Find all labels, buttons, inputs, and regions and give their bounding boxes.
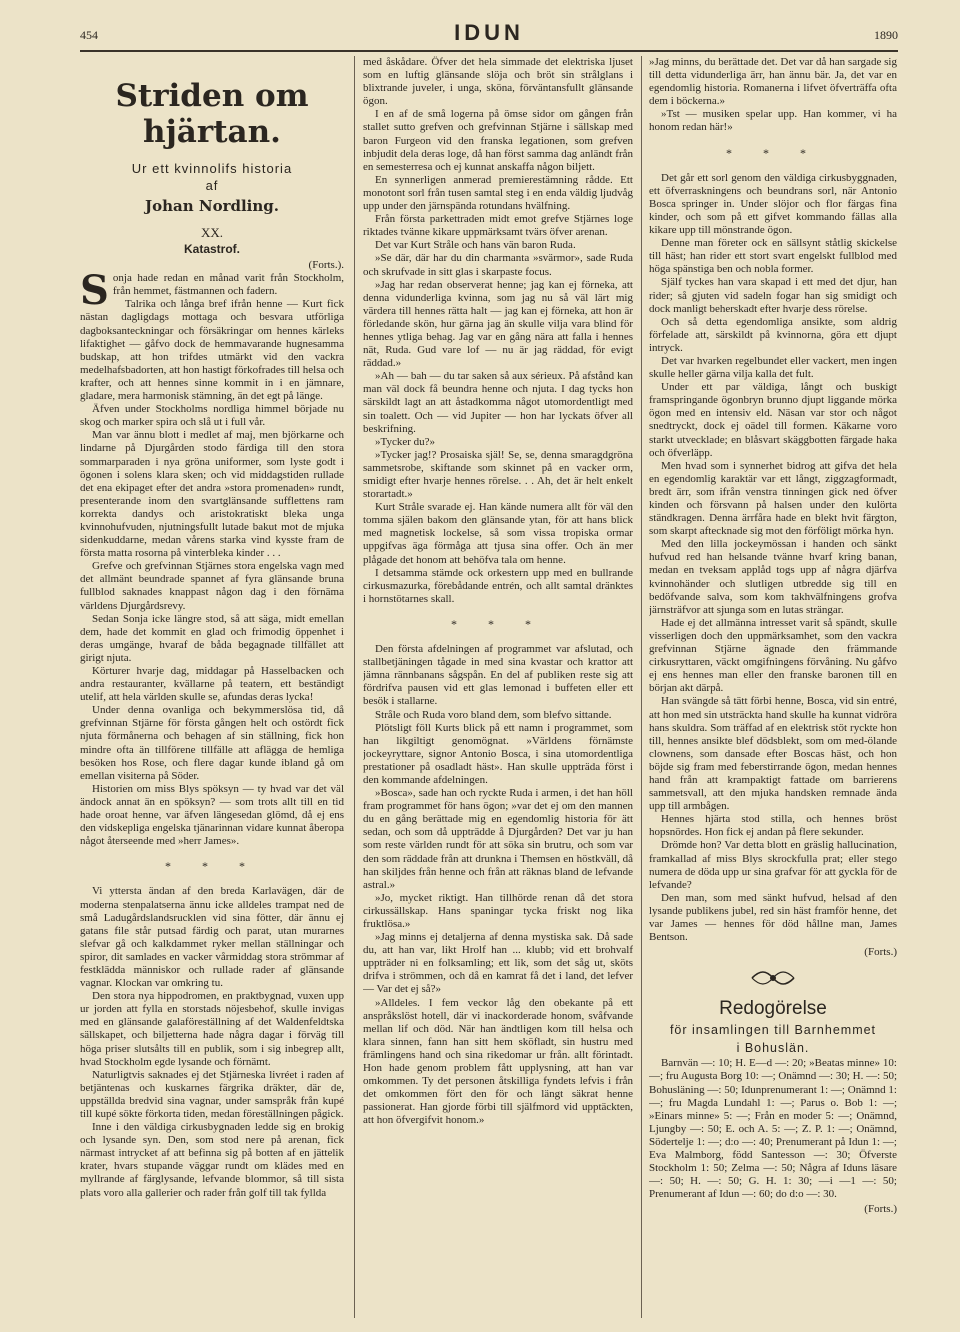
chapter-number: XX. <box>200 225 224 241</box>
paragraph: Inne i den väldiga cirkusbygnaden ledde sig en brokig och lysande syn. Den, som stod nere på arenan, fick närmast intrycket af att befinna sig på botten af en jättelik krater, hvars stupande väggar rundt om klädes med en myllrande af färglysande, lefvande blommor, så till sista plats voro alla gallerier och rader från golf till tak fyllda <box>80 1121 344 1199</box>
paragraph: »Ah — bah — du tar saken så aux sérieux. På afstånd kan man väl dock få beundra henne och njuta. I dag tycks hon särskildt lagt an att åstadkomma något utomordentligt med sin toalett. Och — vid Jupiter — hon har lyckats öfver all beskrifning. <box>363 370 633 435</box>
story-title: Striden om hjärtan. <box>115 78 309 150</box>
paragraph: Historien om miss Blys spöksyn — ty hvad var det väl ändock annat än en spöksyn? — som trots allt till en tid hade oroat henne, var äfven längesedan glömd, då ej ens den vidskepliga engelska tjänarinnan vidare kunnat åberopa något återseende med »herr James». <box>80 782 344 848</box>
paragraph: Hennes hjärta stod stilla, och hennes bröst hopsnördes. Hon fick ej andan på flere sekunder. <box>649 813 897 839</box>
paragraph: Äfven under Stockholms nordliga himmel började nu skog och marker spira och slå ut i full vår. <box>80 403 344 429</box>
chapter-title: Katastrof. <box>183 242 240 257</box>
paragraph: Med den lilla jockeymössan i handen och sänkt hufvud red han helsande tvänne hvarf kring banan, medan en tveksam applåd togs upp af några djärfva kvinnohänder och slutligen utbredde sig till en bedöfvande salva, som kom takhvälfningens grofva järnsträfvor att sjunga som en lutas strängar. <box>649 538 897 616</box>
year: 1890 <box>874 28 898 42</box>
paragraph: »Jag minns, du berättade det. Det var då han sargade sig till detta vidunderliga ärr, han ännu bär. Ja, det var en egendomlig historia. Romanerna i lifvet öfverträffa ofta dem i böckerna.» <box>649 56 897 108</box>
paragraph: Det går ett sorl genom den väldiga cirkusbyggnaden, ett öfverraskningens och beundrans sorl, när Antonio Bosca springer in. Under slöjor och flor färgas fina kinder, och som på ett gifvet kommando fällas alla kikare upp till mönstrande ögon. <box>649 171 897 237</box>
continued-note: (Forts.). <box>308 259 344 272</box>
paragraph: Hade ej det allmänna intresset varit så spändt, skulle visserligen doch den uppmärksamhet, som den vackra grefvinnan Stjärne ägnade den främmande cirkusryttaren, väckt omgifningens förvåning. Nu gåfvo ej ens hennes man eller den franske baronen till en början akt därpå. <box>649 616 897 695</box>
paragraph: Det var hvarken regelbundet eller vackert, men ingen skulle heller gärna vilja kalla det fult. <box>649 354 897 381</box>
paragraph: »Jag minns ej detaljerna af denna mystiska sak. Då sade du, att han var, likt Hrolf han ... klubb; vid ett brohvalf uppträder ni en folksamling; ett lik, som det såg ut, sköts drifva i strömmen, och då en kamrat få det i land, det lefver — Var det ej så?» <box>363 931 633 996</box>
paragraph: Talrika och långa bref ifrån henne — Kurt fick nästan dagligdags mottaga och besvara utförliga dagboksanteckningar och försäkringar om hennes kärleks lifaktighet — gåfvo dock de hemmavarande hugnesamma budskap, att hon trifdes utmärkt vid den vackra medelhafsbadorten, att hon hastigt förkofrades till helsa och krafter, och att hennes sinne kommit in i en jämnare, gladare, mera harmonisk stämning, än det egt på länge. <box>80 298 344 403</box>
report-title: Redogörelse <box>719 998 827 1020</box>
paragraph: Det var Kurt Stråle och hans vän baron Ruda. <box>375 239 576 252</box>
story-author: Johan Nordling. <box>145 197 279 215</box>
paragraph: med åskådare. Öfver det hela simmade det elektriska ljuset som en luftig glänsande slöja och bröt sin strålglans i blixtrande juveler, i unga, sköna, förväntansfullt glänsande ögon. <box>363 56 633 108</box>
paragraph: Plötsligt föll Kurts blick på ett namn i programmet, som han likgiltigt genomögnat. »Världens förnämste jockeyryttare, signor Antonio Bosca, i sina utomordentliga prestationer på osadladt häst». Han skulle uppträda först i den kommande afdelningen. <box>363 721 633 786</box>
section-separator: * * * <box>726 145 820 160</box>
paragraph: Stråle och Ruda voro bland dem, som blefvo sittande. <box>375 708 612 721</box>
ornament-icon <box>649 969 897 991</box>
paragraph: Denne man företer ock en sällsynt ståtlig skickelse till häst; han rider ett stort svart engelskt fullblod med höga spänstiga ben och nobla former. <box>649 237 897 276</box>
paragraph <box>80 267 344 315</box>
column-1 <box>80 56 344 1318</box>
column-2 <box>363 56 633 1318</box>
paragraph: Under ett par väldiga, långt och buskigt framspringande ögonbryn brunno djupt liggande mörka ögon med en intensiv eld. Näsan var stor och något snedtryckt, dock ej oädel till formen. Käkarne voro starkt utvecklade; en blåsvart skäggbotten färgade haka och öfverläpp. <box>649 381 897 459</box>
paragraph: Sedan Sonja icke längre stod, så att säga, midt emellan dem, hade det kommit en glad och frimodig öppenhet i deras umgänge, hvaraf de båda begagnade tillfället att girigt njuta. <box>80 612 344 664</box>
paragraph: Den stora nya hippodromen, en praktbygnad, vuxen upp ur jorden att fylla en storstads nöjesbehof, skulle invigas med en glänsande galaföreställning af det Waldenfeldtska sällskapet, och biljetterna hade några dagar i förväg till höga priser slutsålts till en publik, som i sig inbegrep allt, hvad Stockholm egde lysande och förnämt. <box>80 990 344 1068</box>
report-body: Barnvän —: 10; H. E—d —: 20; »Beatas minne» 10: —; fru Augusta Borg 10: —; Onämnd —: 30; H. —: 50; Bohusläning —: 50; Idunprenumerant 1: —; Onämnd 1: —; fru Magda Lundahl 1: —; Parus o. Bob 1: —; »Einars minne» 5: —; Från en moder 5: —; Onämnd, Ljungby —: 50; E. och A. 5: —; Z. P. 1: —; Onämnd, Södertelje 1: —; d:o —: 40; Prenumerant på Idun 1: —; Eva Malmborg, född Santesson —: 30; Öfverste Stockholm 1: 50; Zelma —: 50; Några af Iduns läsare —: 50; H. —: 50; G. H. 1: 30; —i —1 —: 50; Prenumerant af Idun —: 60; do d:o —: 30. <box>649 1057 897 1201</box>
paragraph: Vi yttersta ändan af den breda Karlavägen, där de moderna stenpalatserna ännu icke alldeles trampat ned de små Ladugårdslandsrucklen vid sina fötter, där ännu ej gatans file står putsad färdig och parat, utan murarnes slefvar gå och kalkdammet ryker mellan ställningar och spiror, dit samlades en vacker vårmiddag stora strömmar af festklädda människor och rullade rader af glänsande vagnar. Klockan var omkring tu. <box>80 885 344 990</box>
paragraph: Drömde hon? Var detta blott en gräslig hallucination, framkallad af miss Blys skrockfulla prat; eller stego numera de döda upp ur sina grafvar för att gyckla för de lefvande? <box>649 839 897 891</box>
column-divider <box>641 56 642 1318</box>
paragraph: En synnerligen anmerad premierestämning rådde. Ett monotont sorl från tusen samtal steg i en enda väldig ljudvåg upp under den järnspända rotundans hvälfning. <box>363 173 633 213</box>
paragraph: Kurt Stråle svarade ej. Han kände numera allt för väl den tomma själen bakom den glänsande ytan, för att hans blick med magnetisk lockelse, så som vissa tropiska ormar uppgifvas äga förmåga att tjusa sina offer. Och än mer plågade det honom att behöfva tala om henne. <box>363 501 633 566</box>
paragraph: Men hvad som i synnerhet bidrog att gifva det hela en egendomlig karaktär var ett långt, ziggzagformadt, bredt ärr, som ifrån venstra tinningen gick ned öfver kinden och försvann på halsen under den kulörta ständkragen. Denna ärrfåra hade en blekt hvit färgton, som skarpt aftecknade sig mot den förföligt mörka hyn. <box>649 459 897 538</box>
paragraph: »Alldeles. I fem veckor låg den obekante på ett anspråkslöst hotell, där vi inackorderade honom, svåfvande mellan lif och död. När han ändtligen kom till helsa och klara sinnen, fann han sitt hem sköfladt, sin hustru med främlingens hand och sina rikedomar ur från. allt förintadt. Hon hade genom problem fått upplysning, att han var omkommen. Ty det personen åtskilliga fyndets lefvis i från det omkommen fört den för och längt säkrat henne passionerat. Han gjorde förbi till själfmord vid upptäckten, att hon öfvergifvit honom.» <box>363 996 633 1127</box>
page-header <box>80 20 898 52</box>
paragraph: Man var ännu blott i medlet af maj, men björkarne och lindarne på Djurgården stodo färdiga till den stora sommarparaden i nya gröna uniformer, som lyste godt i ögonen i solens klara sken; och vid middagstiden rullade det ena ekipaget efter det andra »stora promenaden» rundt, presenterande inom den svartglänsande sufflettens ram korrekta dandys och aristokratiskt bleka unga kvinnohufvuden, njutningsfullt lutade bakut mot de mjuka sidenkuddarne, medan vårens starka vind kysste fram de första matta rosorna på vinterbleka kinder . . . <box>80 429 344 560</box>
paragraph: Och så detta egendomliga ansikte, som aldrig förfelade att, särskildt på kvinnorna, göra ett djupt intryck. <box>649 315 897 354</box>
paragraph: Från första parkettraden midt emot grefve Stjärnes loge riktades tvänne kikare uppmärksamt tvärs öfver arenan. <box>363 213 633 239</box>
paragraph: »Tycker jag!? Prosaiska själ! Se, se, denna smaragdgröna sammetsrobe, skiftande som skinnet på en vacker orm, smidigt efter hvarje hennes rörelse. . . Ah, det är helt enkelt storartadt.» <box>363 448 633 501</box>
report-subtitle: för insamlingen till Barnhemmet <box>669 1023 877 1038</box>
drop-cap: S <box>80 267 109 315</box>
column-divider <box>354 56 355 1318</box>
story-subtitle: Ur ett kvinnolifs historia <box>131 161 293 176</box>
paragraph: Den första afdelningen af programmet var afslutad, och stallbetjäningen tågade in med sina kvastar och krattor att jämna rännbanans sågspån. En del af publiken reste sig att fördrifva pausen vid ett glas lemonad i buffeten eller ett besök i stallarne. <box>363 643 633 708</box>
continued-note: (Forts.) <box>864 946 897 959</box>
paragraph: Körturer hvarje dag, middagar på Hasselbacken och andra restauranter, kvällarne på teatern, ett beständigt utelif, att hela världen skulle se, afundas deras lycka! <box>80 665 344 704</box>
column-3 <box>649 56 897 1318</box>
paragraph: »Jag har redan observerat henne; jag kan ej förneka, att denna vidunderliga kvinna, som jag nu så väl lärt mig värdera till hennes rätta halt — jag kan ej förneka, att hon är förledande skön, hur gärna jag än skulle vilja vara blind för hennes ytliga behag. Jag var en gång nära att falla i hennes nät, Ruda. Gud vare lof — nu är jag räddad, för evigt räddad.» <box>363 278 633 370</box>
paragraph: Den man, som med sänkt hufvud, helsad af den lysande publikens jubel, red sin häst framför henne, det var James — hennes för död hållne man, James Bentson. <box>649 891 897 944</box>
section-separator: * * * <box>451 616 545 631</box>
paragraph: »Se där, där har du din charmanta »svärmor», sade Ruda och skrufvade in sitt glas i skarpaste focus. <box>363 252 633 278</box>
paragraph: »Tycker du?» <box>375 435 436 448</box>
paragraph: Själf tyckes han vara skapad i ett med det djur, han rider; så gjuten vid sadeln fogar han sig smidigt och dock manligt beherskadt efter hvarje dess rörelse. <box>649 276 897 315</box>
page-number: 454 <box>80 28 98 42</box>
paragraph-text: onja hade redan en månad varit från Stockholm, från hemmet, fästmannen och fadern. <box>112 272 344 298</box>
paragraph: I en af de små logerna på ömse sidor om gången från stallet sutto grefven och grefvinnan Stjärne i sällskap med baron Furgeon vid den franska legationen, som grefven inbjudit dela deras loge, då han först samma dag anländt från en semesterresa och ej kunnat anskaffa någon biljett. <box>363 108 633 173</box>
paragraph: Naturligtvis saknades ej det Stjärneska livréet i raden af betjäntenas och kuskarnes färgrika dräkter, där de, uppställda bredvid sina vagnar, under samspråk från kupé till kupé sökte förkorta tiden, medan föreställningen pågick. <box>80 1068 344 1120</box>
paragraph: »Jo, mycket riktigt. Han tillhörde renan då det stora cirkussällskap. Hans spaningar tycka friskt nog lika fruktlösa.» <box>363 891 633 930</box>
report-subtitle-place: i Bohuslän. <box>736 1041 810 1056</box>
paragraph: »Tst — musiken spelar upp. Han kommer, vi ha honom redan här!» <box>649 108 897 134</box>
paragraph: I detsamma stämde ock orkestern upp med en bullrande cirkusmazurka, förebådande entrén, och allt samtal dränktes i hornstötarnes skall. <box>363 566 633 605</box>
paragraph: Under denna ovanliga och bekymmerslösa tid, då grefvinnan Stjärne för första gången helt och ostördt fick njuta förmånerna och behagen af sin ställning, fick hon mindre ofta än tillförene tillfälle att aflägga de hemliga besöken hos Rose, och flere dagar kunde ibland gå om emellan visiterna på Söder. <box>80 704 344 782</box>
continued-note: (Forts.) <box>864 1203 897 1216</box>
journal-title: IDUN <box>454 20 524 45</box>
paragraph: Han svängde så tätt förbi henne, Bosca, vid sin entré, att hon med sin utsträckta hand skulle ha kunnat vidröra hans skuldra. Som träffad af en elektrisk stöt ryckte hon till, hennes ansikte blef dödsblekt, som om med-ölande clownens, som dansade efter Boscas häst, och hon böjde sig fram med feberstirrande ögon, medan hennes hand från att krampaktigt fattade om barrierens sammetsvall, att den mjuka handsken remnade ända upp till armbågen. <box>649 695 897 813</box>
section-separator: * * * <box>165 859 259 874</box>
story-by: af <box>205 178 219 193</box>
paragraph: »Bosca», sade han och ryckte Ruda i armen, i det han höll fram programmet för hans ögon; »var det ej om den mannen du en gång berättade mig en egendomlig historia för ätt sedan, och som då uppträdde å Djurgården? Det var ju han som reste världen rundt för att söka sin brutru, och som var den som räddade från att drunkna i Themsen en höstkväll, då han skiljdes från henne och från att räknas bland de lefvande astral.» <box>363 787 633 891</box>
paragraph: Grefve och grefvinnan Stjärnes stora engelska vagn med det allmänt beundrade spannet af fyra glänsande bruna fullblod saknades knappast någon dag i den förnäma världens Djurgårdsrevy. <box>80 560 344 612</box>
